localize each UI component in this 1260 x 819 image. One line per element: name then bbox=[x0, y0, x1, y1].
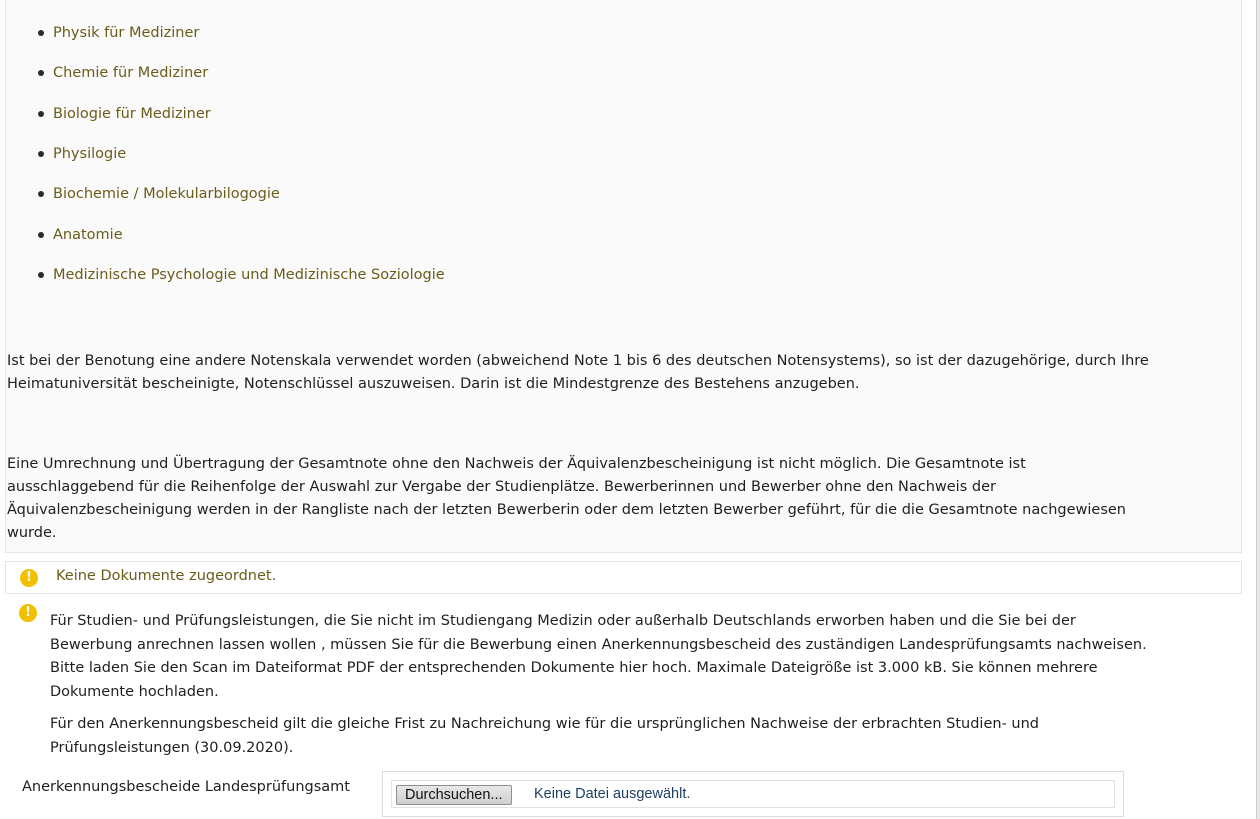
upload-info-block bbox=[50, 610, 1240, 760]
bullet-icon bbox=[38, 111, 44, 117]
text-line: ausschlaggebend für die Reihenfolge der Auswahl zur Vergabe der Studienplätze. Bewerberinnen und Bewerber ohne den Nachweis der bbox=[7, 479, 996, 495]
subject-label: Chemie für Mediziner bbox=[53, 65, 209, 82]
subject-list bbox=[38, 13, 445, 295]
bullet-icon bbox=[38, 232, 44, 238]
scrollbar[interactable] bbox=[1256, 0, 1260, 819]
subject-label: Anatomie bbox=[53, 226, 123, 243]
notice-text: Keine Dokumente zugeordnet. bbox=[56, 568, 277, 584]
list-item bbox=[38, 94, 445, 134]
text-line: Prüfungsleistungen (30.09.2020). bbox=[50, 739, 294, 756]
info-icon: ! bbox=[19, 604, 37, 622]
grade-conversion-paragraph bbox=[6, 453, 1242, 545]
upload-field-label: Anerkennungsbescheide Landesprüfungsamt bbox=[22, 779, 350, 795]
list-item bbox=[38, 255, 445, 295]
document-requirements-panel bbox=[5, 0, 1242, 553]
bullet-icon bbox=[38, 191, 44, 197]
info-icon: ! bbox=[20, 569, 38, 587]
list-item bbox=[38, 134, 445, 174]
text-line: Heimatuniversität bescheinigte, Notenschlüssel auszuweisen. Darin ist die Mindestgrenze des Bestehens anzugeben. bbox=[7, 376, 860, 392]
text-line: Ist bei der Benotung eine andere Notenskala verwendet worden (abweichend Note 1 bis 6 des deutschen Notensystems), so ist der dazugehörige, durch Ihre bbox=[7, 353, 1149, 369]
file-status-text: Keine Datei ausgewählt. bbox=[534, 786, 691, 802]
subject-label: Physik für Mediziner bbox=[53, 25, 200, 42]
list-item bbox=[38, 174, 445, 214]
bullet-icon bbox=[38, 272, 44, 278]
browse-button[interactable]: Durchsuchen... bbox=[396, 785, 512, 805]
file-input[interactable] bbox=[391, 780, 1115, 808]
text-line: Dokumente hochladen. bbox=[50, 683, 219, 700]
subject-label: Biochemie / Molekularbilogogie bbox=[53, 186, 280, 203]
subject-label: Biologie für Mediziner bbox=[53, 105, 211, 122]
subject-label: Medizinische Psychologie und Medizinische Soziologie bbox=[53, 266, 445, 283]
text-line: Für den Anerkennungsbescheid gilt die gleiche Frist zu Nachreichung wie für die ursprünglichen Nachweise der erbrachten Studien- und bbox=[50, 716, 1039, 732]
bullet-icon bbox=[38, 151, 44, 157]
text-line: Äquivalenzbescheinigung werden in der Rangliste nach der letzten Bewerberin oder dem letzten Bewerber geführt, für die die Gesamtnote nachgewiesen bbox=[7, 502, 1126, 518]
no-documents-notice bbox=[5, 561, 1242, 594]
text-line: wurde. bbox=[7, 525, 57, 541]
list-item bbox=[38, 13, 445, 53]
bullet-icon bbox=[38, 70, 44, 76]
text-line: Bewerbung anrechnen lassen wollen , müssen Sie für die Bewerbung einen Anerkennungsbescheid des zuständigen Landesprüfungsamts nachweisen. bbox=[50, 636, 1147, 653]
text-line: Bitte laden Sie den Scan im Dateiformat PDF der entsprechenden Dokumente hier hoch. Maximale Dateigröße ist 3.000 kB. Sie können mehrere bbox=[50, 660, 1098, 676]
subject-label: Physilogie bbox=[53, 146, 127, 163]
grading-scale-paragraph bbox=[6, 350, 1242, 396]
text-line: Für Studien- und Prüfungsleistungen, die Sie nicht im Studiengang Medizin oder außerhalb Deutschlands erworben haben und die Sie bei der bbox=[50, 613, 1076, 629]
bullet-icon bbox=[38, 30, 44, 36]
text-line: Eine Umrechnung und Übertragung der Gesamtnote ohne den Nachweis der Äquivalenzbescheinigung ist nicht möglich. Die Gesamtnote ist bbox=[7, 456, 1026, 472]
list-item bbox=[38, 214, 445, 254]
list-item bbox=[38, 53, 445, 93]
upload-field-container bbox=[382, 771, 1124, 817]
